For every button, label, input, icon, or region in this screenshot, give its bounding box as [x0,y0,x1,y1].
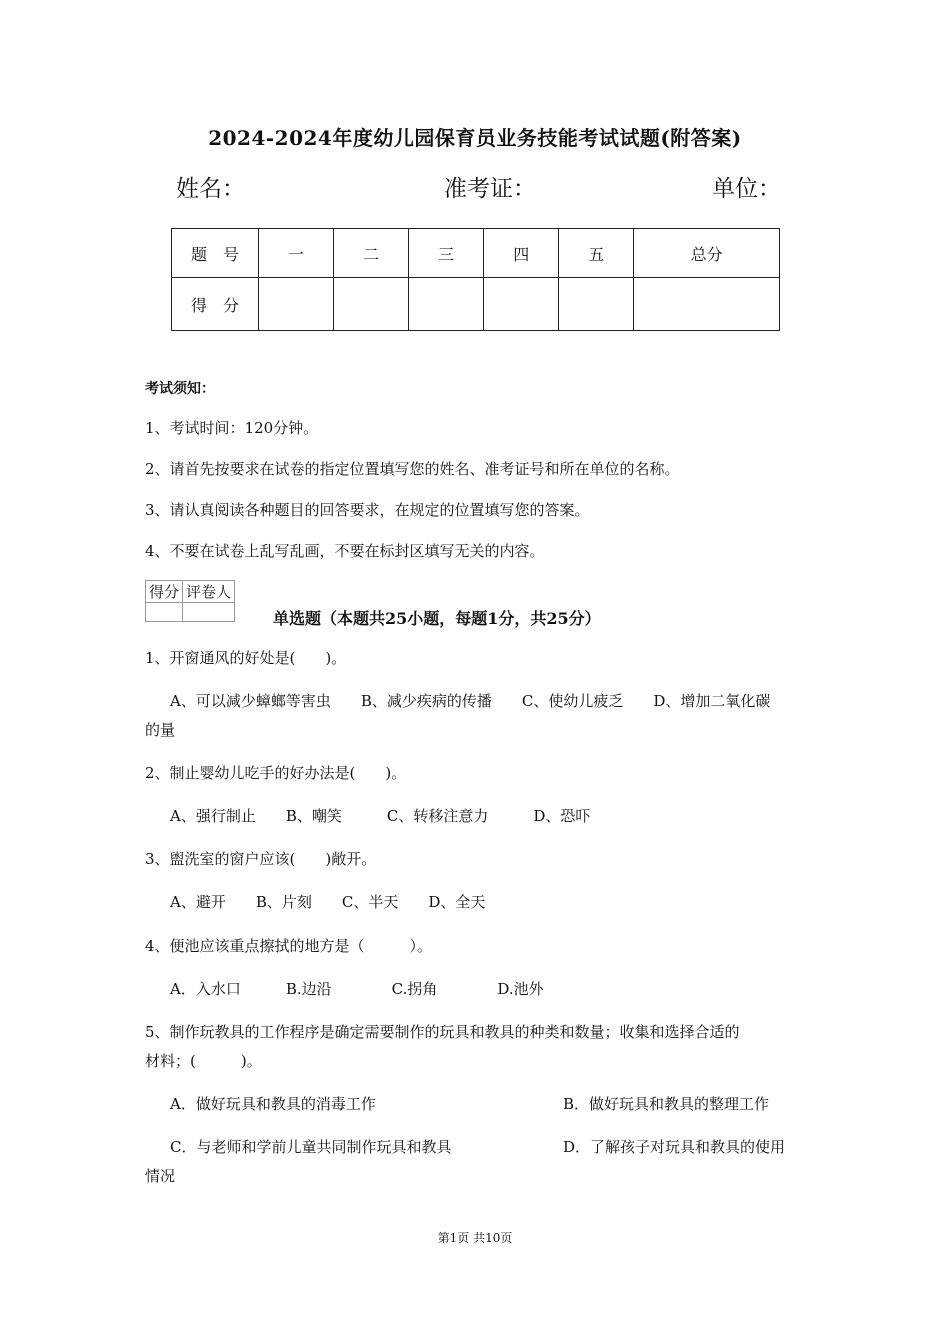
notice-item: 1、考试时间：120分钟。 [145,419,319,437]
column-1: 一 [259,229,334,278]
question-options-continued: 的量 [145,721,176,739]
column-5: 五 [559,229,634,278]
option-a: A．做好玩具和教具的消毒工作 [170,1095,376,1113]
question-options: A、强行制止 B、嘲笑 C、转移注意力 D、恐吓 [170,807,591,825]
question-stem: 1、开窗通风的好处是( )。 [145,649,347,667]
notice-item: 3、请认真阅读各种题目的回答要求，在规定的位置填写您的答案。 [145,501,590,519]
question-options: A．入水口 B.边沿 C.拐角 D.池外 [170,980,544,998]
score-cell[interactable] [634,278,780,331]
question-stem: 4、便池应该重点擦拭的地方是（ ）。 [145,937,433,955]
question-stem: 3、盥洗室的窗户应该( )敞开。 [145,850,377,868]
section-title: 单选题（本题共25小题，每题1分，共25分） [273,609,601,628]
score-table [171,228,780,331]
option-d: D．了解孩子对玩具和教具的使用 [563,1138,786,1156]
score-cell[interactable] [484,278,559,331]
page-footer: 第1页 共10页 [437,1231,513,1245]
score-cell[interactable] [559,278,634,331]
question-stem: 5、制作玩教具的工作程序是确定需要制作的玩具和教具的种类和数量；收集和选择合适的 [145,1023,740,1041]
notice-item: 4、不要在试卷上乱写乱画，不要在标封区填写无关的内容。 [145,542,545,560]
question-options: A、可以减少蟑螂等害虫 B、减少疾病的传播 C、使幼儿疲乏 D、增加二氧化碳 [170,692,771,710]
name-label: 姓名： [176,176,245,202]
unit-label: 单位： [712,176,781,202]
score-cell[interactable] [259,278,334,331]
notice-heading: 考试须知： [145,381,215,397]
score-cell[interactable] [409,278,484,331]
column-2: 二 [334,229,409,278]
score-label: 得 分 [172,278,259,331]
question-number-label: 题 号 [172,229,259,278]
option-d-continued: 情况 [145,1167,176,1185]
notice-item: 2、请首先按要求在试卷的指定位置填写您的姓名、准考证号和所在单位的名称。 [145,460,680,478]
option-c: C．与老师和学前儿童共同制作玩具和教具 [170,1138,452,1156]
column-3: 三 [409,229,484,278]
score-cell[interactable] [334,278,409,331]
grader-name-cell[interactable] [183,603,235,622]
question-stem: 2、制止婴幼儿吃手的好办法是( )。 [145,764,407,782]
score-table-header-row [172,229,780,278]
grader-box [145,580,235,622]
grader-score-label: 得分 [146,581,183,603]
grader-name-label: 评卷人 [183,581,235,603]
column-4: 四 [484,229,559,278]
option-b: B．做好玩具和教具的整理工作 [563,1095,770,1113]
grader-score-cell[interactable] [146,603,183,622]
exam-id-label: 准考证： [444,176,536,202]
column-total: 总分 [634,229,780,278]
question-options: A、避开 B、片刻 C、半天 D、全天 [170,893,486,911]
page-title: 2024-2024年度幼儿园保育员业务技能考试试题(附答案) [208,126,742,150]
question-stem-continued: 材料；( )。 [145,1052,262,1070]
score-table-score-row [172,278,780,331]
